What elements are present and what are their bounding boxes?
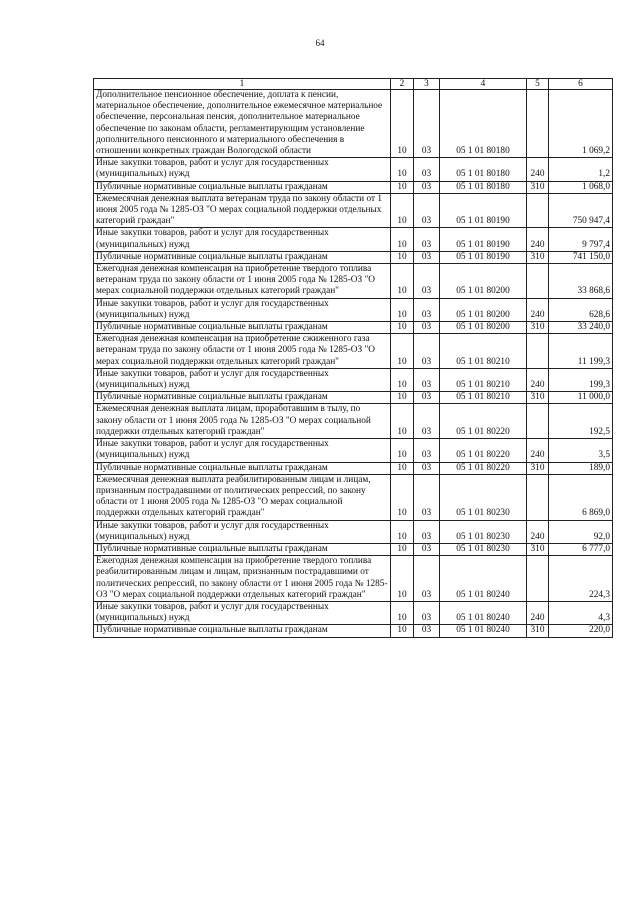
table-row — [94, 368, 613, 391]
cell-type: 240 — [527, 439, 549, 462]
cell-target: 05 1 01 80200 — [440, 322, 527, 334]
cell-subsection: 03 — [414, 520, 440, 543]
cell-section: 10 — [391, 158, 414, 181]
table-row — [94, 474, 613, 520]
cell-amount: 220,0 — [549, 625, 613, 637]
cell-subsection: 03 — [414, 193, 440, 228]
cell-amount: 1 068,0 — [549, 181, 613, 193]
cell-subsection: 03 — [414, 181, 440, 193]
cell-subsection: 03 — [414, 90, 440, 158]
cell-section: 10 — [391, 543, 414, 555]
table-row — [94, 439, 613, 462]
cell-description: Ежегодная денежная компенсация на приобретение твердого топлива реабилитированным лицам и лицам, признанным пострадавшими от политических репрессий, по закону области от 1 июня 2005 года № 1285-ОЗ "О мерах социальной поддержки отдельных категорий граждан" — [94, 556, 391, 602]
cell-target: 05 1 01 80180 — [440, 90, 527, 158]
table-row — [94, 228, 613, 251]
cell-section: 10 — [391, 474, 414, 520]
cell-description: Иные закупки товаров, работ и услуг для государственных (муниципальных) нужд — [94, 601, 391, 624]
table-row — [94, 158, 613, 181]
table-row — [94, 193, 613, 228]
cell-target: 05 1 01 80200 — [440, 298, 527, 321]
cell-section: 10 — [391, 251, 414, 263]
cell-amount: 11 199,3 — [549, 334, 613, 369]
table-row — [94, 298, 613, 321]
table-row — [94, 251, 613, 263]
cell-type: 310 — [527, 625, 549, 637]
column-header-target: 4 — [440, 79, 527, 90]
column-header-type: 5 — [527, 79, 549, 90]
cell-target: 05 1 01 80180 — [440, 158, 527, 181]
cell-section: 10 — [391, 90, 414, 158]
cell-section: 10 — [391, 462, 414, 474]
cell-description: Иные закупки товаров, работ и услуг для государственных (муниципальных) нужд — [94, 439, 391, 462]
cell-description: Ежемесячная денежная выплата реабилитированным лицам и лицам, признанным пострадавшими от политических репрессий, по закону области от 1 июня 2005 года № 1285-ОЗ "О мерах социальной поддержки отдельных категорий граждан" — [94, 474, 391, 520]
cell-type: 310 — [527, 322, 549, 334]
cell-type — [527, 264, 549, 299]
cell-target: 05 1 01 80210 — [440, 368, 527, 391]
column-header-description: 1 — [94, 79, 391, 90]
cell-description: Публичные нормативные социальные выплаты гражданам — [94, 251, 391, 263]
table-row — [94, 322, 613, 334]
cell-section: 10 — [391, 228, 414, 251]
cell-section: 10 — [391, 193, 414, 228]
cell-target: 05 1 01 80190 — [440, 193, 527, 228]
cell-amount: 741 150,0 — [549, 251, 613, 263]
cell-target: 05 1 01 80220 — [440, 404, 527, 439]
cell-description: Иные закупки товаров, работ и услуг для государственных (муниципальных) нужд — [94, 298, 391, 321]
cell-target: 05 1 01 80180 — [440, 181, 527, 193]
cell-description: Иные закупки товаров, работ и услуг для государственных (муниципальных) нужд — [94, 520, 391, 543]
cell-description: Публичные нормативные социальные выплаты гражданам — [94, 392, 391, 404]
cell-amount: 33 240,0 — [549, 322, 613, 334]
cell-amount: 11 000,0 — [549, 392, 613, 404]
cell-target: 05 1 01 80230 — [440, 520, 527, 543]
cell-type: 310 — [527, 251, 549, 263]
cell-amount: 3,5 — [549, 439, 613, 462]
cell-target: 05 1 01 80240 — [440, 625, 527, 637]
cell-subsection: 03 — [414, 439, 440, 462]
cell-subsection: 03 — [414, 625, 440, 637]
cell-type — [527, 474, 549, 520]
cell-type: 240 — [527, 228, 549, 251]
cell-subsection: 03 — [414, 543, 440, 555]
cell-description: Ежегодная денежная компенсация на приобретение твердого топлива ветеранам труда по закону области от 1 июня 2005 года № 1285-ОЗ "О мерах социальной поддержки отдельных категорий граждан" — [94, 264, 391, 299]
cell-target: 05 1 01 80230 — [440, 543, 527, 555]
cell-description: Иные закупки товаров, работ и услуг для государственных (муниципальных) нужд — [94, 158, 391, 181]
cell-target: 05 1 01 80190 — [440, 228, 527, 251]
cell-amount: 6 869,0 — [549, 474, 613, 520]
cell-subsection: 03 — [414, 601, 440, 624]
cell-section: 10 — [391, 625, 414, 637]
cell-type: 310 — [527, 543, 549, 555]
cell-target: 05 1 01 80210 — [440, 334, 527, 369]
cell-subsection: 03 — [414, 298, 440, 321]
cell-subsection: 03 — [414, 556, 440, 602]
column-header-amount: 6 — [549, 79, 613, 90]
cell-section: 10 — [391, 556, 414, 602]
cell-type — [527, 334, 549, 369]
cell-target: 05 1 01 80200 — [440, 264, 527, 299]
cell-description: Публичные нормативные социальные выплаты гражданам — [94, 181, 391, 193]
cell-description: Ежегодная денежная компенсация на приобретение сжиженного газа ветеранам труда по закону области от 1 июня 2005 года № 1285-ОЗ "О мерах социальной поддержки отдельных категорий граждан" — [94, 334, 391, 369]
cell-target: 05 1 01 80240 — [440, 556, 527, 602]
cell-section: 10 — [391, 601, 414, 624]
cell-section: 10 — [391, 368, 414, 391]
table-row — [94, 90, 613, 158]
cell-description: Публичные нормативные социальные выплаты гражданам — [94, 322, 391, 334]
cell-description: Публичные нормативные социальные выплаты гражданам — [94, 462, 391, 474]
cell-amount: 199,3 — [549, 368, 613, 391]
table-row — [94, 543, 613, 555]
cell-amount: 1,2 — [549, 158, 613, 181]
cell-description: Иные закупки товаров, работ и услуг для государственных (муниципальных) нужд — [94, 228, 391, 251]
cell-type — [527, 193, 549, 228]
cell-subsection: 03 — [414, 322, 440, 334]
cell-target: 05 1 01 80240 — [440, 601, 527, 624]
cell-amount: 33 868,6 — [549, 264, 613, 299]
cell-type: 240 — [527, 601, 549, 624]
cell-subsection: 03 — [414, 462, 440, 474]
cell-type: 240 — [527, 520, 549, 543]
cell-amount: 750 947,4 — [549, 193, 613, 228]
cell-section: 10 — [391, 392, 414, 404]
cell-subsection: 03 — [414, 404, 440, 439]
page-number: 64 — [315, 38, 325, 48]
cell-type: 240 — [527, 298, 549, 321]
cell-subsection: 03 — [414, 158, 440, 181]
cell-section: 10 — [391, 334, 414, 369]
cell-amount: 4,3 — [549, 601, 613, 624]
column-header-subsection: 3 — [414, 79, 440, 90]
cell-description: Иные закупки товаров, работ и услуг для государственных (муниципальных) нужд — [94, 368, 391, 391]
cell-target: 05 1 01 80230 — [440, 474, 527, 520]
cell-subsection: 03 — [414, 474, 440, 520]
cell-section: 10 — [391, 298, 414, 321]
cell-description: Ежемесячная денежная выплата лицам, проработавшим в тылу, по закону области от 1 июня 2005 года № 1285-ОЗ "О мерах социальной поддержки отдельных категорий граждан" — [94, 404, 391, 439]
cell-subsection: 03 — [414, 368, 440, 391]
table-row — [94, 556, 613, 602]
cell-section: 10 — [391, 181, 414, 193]
cell-type: 310 — [527, 181, 549, 193]
table-row — [94, 601, 613, 624]
table-row — [94, 625, 613, 637]
cell-type — [527, 404, 549, 439]
cell-target: 05 1 01 80220 — [440, 439, 527, 462]
cell-subsection: 03 — [414, 392, 440, 404]
cell-description: Публичные нормативные социальные выплаты гражданам — [94, 543, 391, 555]
table-row — [94, 462, 613, 474]
cell-section: 10 — [391, 404, 414, 439]
cell-subsection: 03 — [414, 228, 440, 251]
cell-target: 05 1 01 80190 — [440, 251, 527, 263]
cell-subsection: 03 — [414, 251, 440, 263]
cell-amount: 92,0 — [549, 520, 613, 543]
table-row — [94, 264, 613, 299]
cell-section: 10 — [391, 439, 414, 462]
cell-section: 10 — [391, 264, 414, 299]
table-row — [94, 404, 613, 439]
cell-type: 240 — [527, 158, 549, 181]
table-row — [94, 181, 613, 193]
cell-subsection: 03 — [414, 264, 440, 299]
cell-subsection: 03 — [414, 334, 440, 369]
cell-section: 10 — [391, 322, 414, 334]
cell-amount: 6 777,0 — [549, 543, 613, 555]
column-header-section: 2 — [391, 79, 414, 90]
cell-amount: 192,5 — [549, 404, 613, 439]
cell-target: 05 1 01 80210 — [440, 392, 527, 404]
table-row — [94, 520, 613, 543]
cell-type: 310 — [527, 392, 549, 404]
cell-target: 05 1 01 80220 — [440, 462, 527, 474]
cell-type: 310 — [527, 462, 549, 474]
cell-amount: 189,0 — [549, 462, 613, 474]
table-row — [94, 392, 613, 404]
cell-description: Ежемесячная денежная выплата ветеранам труда по закону области от 1 июня 2005 года № 1285-ОЗ "О мерах социальной поддержки отдельных категорий граждан" — [94, 193, 391, 228]
budget-table — [93, 78, 613, 638]
table-header-row — [94, 79, 613, 90]
cell-type: 240 — [527, 368, 549, 391]
table-row — [94, 334, 613, 369]
cell-type — [527, 556, 549, 602]
cell-amount: 1 069,2 — [549, 90, 613, 158]
cell-amount: 224,3 — [549, 556, 613, 602]
cell-amount: 9 797,4 — [549, 228, 613, 251]
cell-type — [527, 90, 549, 158]
cell-section: 10 — [391, 520, 414, 543]
cell-amount: 628,6 — [549, 298, 613, 321]
cell-description: Публичные нормативные социальные выплаты гражданам — [94, 625, 391, 637]
cell-description: Дополнительное пенсионное обеспечение, доплата к пенсии, материальное обеспечение, дополнительное ежемесячное материальное обеспечение, персональная пенсия, дополнительное материальное обеспечение по законам области, регламентирующим установление дополнительного пенсионного и материального обеспечения в отношении конкретных граждан Вологодской области — [94, 90, 391, 158]
